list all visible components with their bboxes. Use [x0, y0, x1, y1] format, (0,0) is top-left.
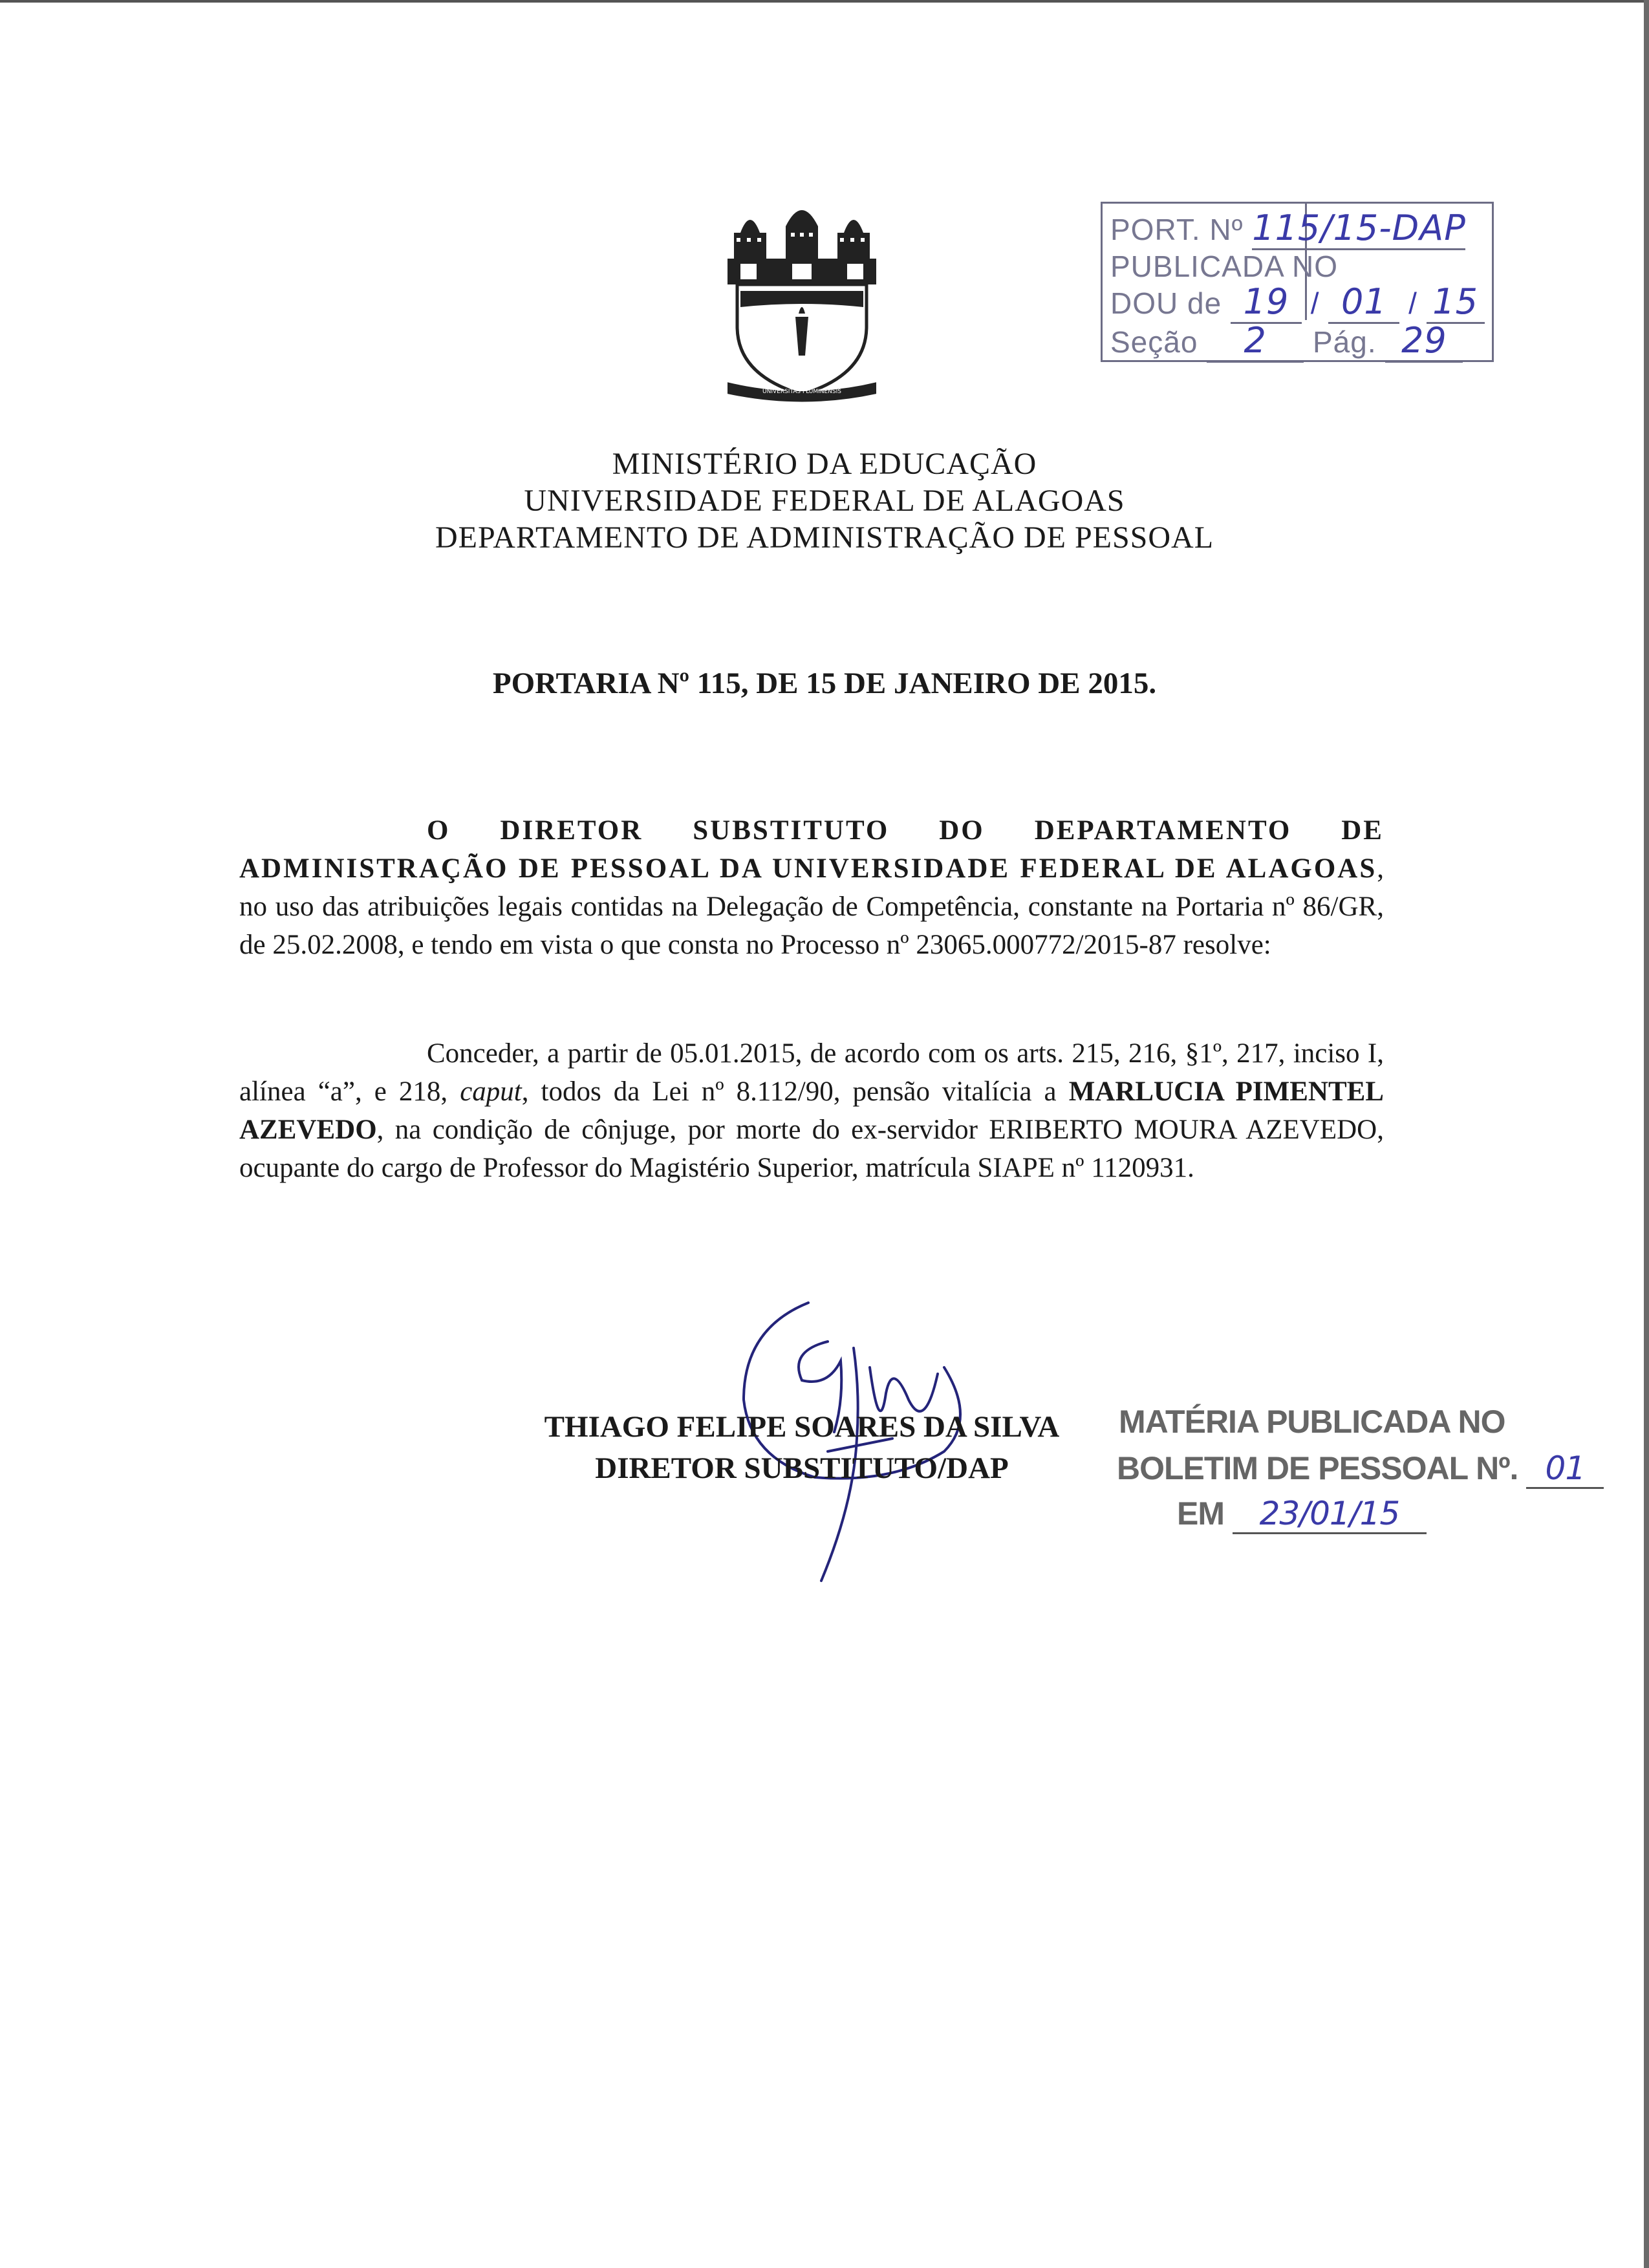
- stamp-publicada-label: PUBLICADA NO: [1110, 250, 1338, 283]
- preamble-rest: , no uso das atribuições legais contidas na Delegação de Competência, constante na Portaria nº 86/GR, de 25.02.2008, e tendo em vista o que consta no Processo nº 23065.000772/2015-87 resolve:: [239, 853, 1384, 960]
- scan-edge-top: [0, 0, 1649, 3]
- header-university: UNIVERSIDADE FEDERAL DE ALAGOAS: [524, 484, 1125, 518]
- paragraph-resolution: [239, 1034, 1384, 1187]
- resolution-italic: caput: [460, 1076, 522, 1107]
- signatory-block: [491, 1406, 1112, 1489]
- stamp-secao-value: 2: [1207, 320, 1304, 363]
- signatory-role: DIRETOR SUBSTITUTO/DAP: [595, 1451, 1009, 1485]
- portaria-title: PORTARIA Nº 115, DE 15 DE JANEIRO DE 2015.: [492, 667, 1157, 700]
- boletim-line1: MATÉRIA PUBLICADA NO: [1119, 1404, 1505, 1440]
- resolution-part2: , todos da Lei nº 8.112/90, pensão vitalícia a: [521, 1076, 1069, 1107]
- header-ministry: MINISTÉRIO DA EDUCAÇÃO: [612, 447, 1037, 481]
- header-department: DEPARTAMENTO DE ADMINISTRAÇÃO DE PESSOAL: [435, 520, 1214, 555]
- stamp-secao-label: Seção: [1110, 325, 1198, 359]
- dou-publication-stamp: PORT. Nº 115/15-DAP PUBLICADA NO DOU de 19 / 01 / 15 Seção 2 Pág. 29: [1101, 202, 1494, 362]
- boletim-publication-stamp: [1117, 1403, 1586, 1545]
- stamp-port-label: PORT. Nº: [1110, 213, 1244, 246]
- resolution-part1: Conceder, a partir de 05.01.2015, de acordo com os arts. 215, 216, §1º, 217, inciso I, alínea “a”, e 218,: [239, 1038, 1384, 1107]
- boletim-date: 23/01/15: [1233, 1495, 1427, 1534]
- paragraph-preamble: [239, 811, 1384, 964]
- stamp-dou-label: DOU de: [1110, 286, 1222, 320]
- boletim-date-label: EM: [1177, 1495, 1224, 1532]
- boletim-number: 01: [1526, 1450, 1604, 1489]
- crest-motto: UNIVERSITAS FLUMINENSIS: [762, 389, 841, 395]
- stamp-dou-day: 19: [1231, 281, 1302, 324]
- university-crest-logo: [727, 187, 876, 407]
- stamp-pag-value: 29: [1385, 320, 1463, 363]
- scan-edge-right: [1644, 0, 1649, 2268]
- preamble-bold-lead: O DIRETOR SUBSTITUTO DO DEPARTAMENTO DE ADMINISTRAÇÃO DE PESSOAL DA UNIVERSIDADE FEDERAL DE ALAGOAS: [239, 815, 1384, 884]
- stamp-dou-year: 15: [1427, 281, 1485, 324]
- stamp-dou-month: 01: [1328, 281, 1399, 324]
- stamp-port-value: 115/15-DAP: [1252, 208, 1465, 250]
- signatory-name: THIAGO FELIPE SOARES DA SILVA: [544, 1410, 1060, 1444]
- boletim-label: BOLETIM DE PESSOAL Nº.: [1117, 1450, 1518, 1486]
- stamp-pag-label: Pág.: [1313, 325, 1377, 359]
- beneficiary-name: MARLUCIA PIMENTEL AZEVEDO: [239, 1076, 1384, 1145]
- resolution-part3: , na condição de cônjuge, por morte do ex-servidor ERIBERTO MOURA AZEVEDO, ocupante do cargo de Professor do Magistério Superior, matrícula SIAPE nº 1120931.: [239, 1115, 1384, 1183]
